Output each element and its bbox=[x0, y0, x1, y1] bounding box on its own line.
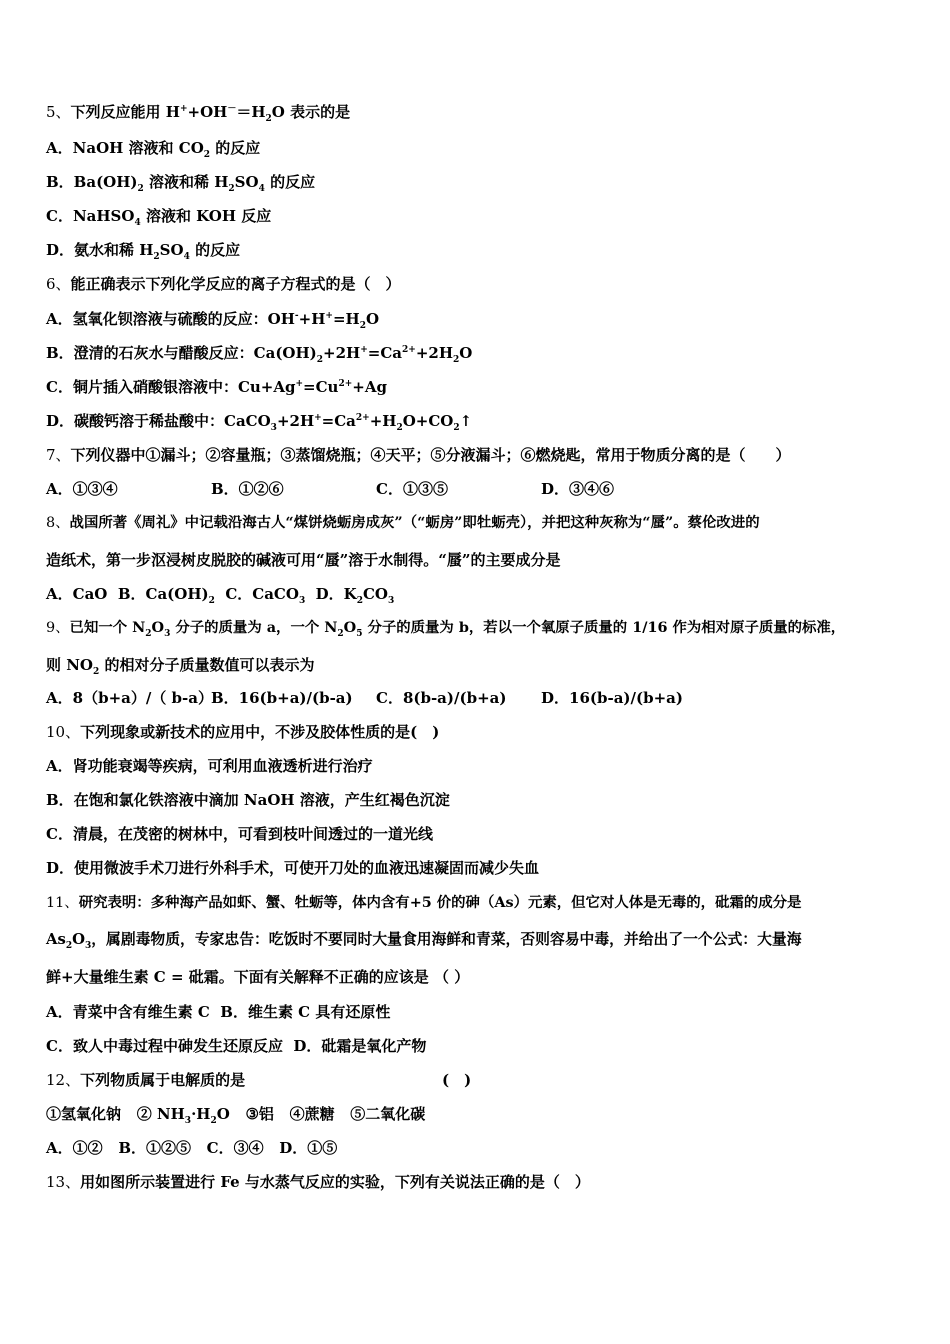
q12-answer-paren: ( ) bbox=[442, 1071, 472, 1089]
q9-stem-line1: 9、已知一个 $N_2O_3$ 分子的质量为 a，一个 $N_2O_5$ 分子的质量为 b，若以一个氧原子质量的 1/16 作为相对原子质量的标准， bbox=[46, 619, 846, 639]
q8-option-a: A．CaO bbox=[46, 585, 108, 603]
q8-stem-line2: 造纸术，第一步沤浸树皮脱胶的碱液可用“蜃”溶于水制得。“蜃”的主要成分是 bbox=[46, 551, 561, 569]
q9-option-b: B．16(b+a)/(b-a) bbox=[211, 689, 353, 707]
q10-option-a: A．肾功能衰竭等疾病，可利用血液透析进行治疗 bbox=[46, 757, 373, 775]
q7-options bbox=[46, 479, 614, 499]
q8-option-b: B．$Ca(OH)_2$ bbox=[117, 585, 215, 606]
q10-option-d: D．使用微波手术刀进行外科手术，可使开刀处的血液迅速凝固而减少失血 bbox=[46, 859, 540, 877]
q8-option-c: C．CaCO$_3$ bbox=[225, 585, 306, 606]
q12-option-c: C．③④ bbox=[206, 1139, 264, 1157]
q6-stem: 6、能正确表示下列化学反应的离子方程式的是（ ） bbox=[46, 275, 401, 293]
q9-option-d: D．16(b-a)/(b+a) bbox=[541, 689, 683, 707]
q8-options bbox=[46, 584, 394, 604]
q11-options-row1 bbox=[46, 1002, 390, 1022]
q12-options bbox=[46, 1138, 337, 1158]
q7-option-c: C．①③⑤ bbox=[376, 480, 448, 498]
q5-stem: 5、下列反应能用 $H^++OH^-=H_2O$ 表示的是 bbox=[46, 103, 351, 124]
q12-items: ①氢氧化钠 ② $NH_3\cdot H_2O$ ③铝 ④蔗糖 ⑤二氧化碳 bbox=[46, 1105, 426, 1126]
q5-option-c: C．NaHSO$_4$ 溶液和 KOH 反应 bbox=[46, 207, 272, 228]
q7-stem: 7、下列仪器中①漏斗；②容量瓶；③蒸馏烧瓶；④天平；⑤分液漏斗；⑥燃烧匙，常用于物质分离的是（ ） bbox=[46, 446, 791, 464]
q12-stem: 12、下列物质属于电解质的是 ( ) bbox=[46, 1071, 472, 1089]
q9-option-a: A．8（b+a）/（ b-a） bbox=[46, 689, 213, 707]
q7-option-b: B．①②⑥ bbox=[211, 480, 284, 498]
q10-option-c: C．清晨，在茂密的树林中，可看到枝叶间透过的一道光线 bbox=[46, 825, 433, 843]
q10-stem: 10、下列现象或新技术的应用中，不涉及胶体性质的是( ) bbox=[46, 723, 440, 741]
q12-option-d: D．①⑤ bbox=[279, 1139, 338, 1157]
q11-options-row2 bbox=[46, 1036, 426, 1056]
q12-option-a: A．①② bbox=[46, 1139, 103, 1157]
q5-option-a: A．NaOH 溶液和 $CO_2$ 的反应 bbox=[46, 139, 261, 160]
q11-stem-line1: 11、研究表明：多种海产品如虾、蟹、牡蛎等，体内含有+5 价的砷（As）元素，但它对人体是无毒的，砒霜的成分是 bbox=[46, 894, 802, 911]
q11-option-b: B．维生素 C 具有还原性 bbox=[220, 1003, 391, 1021]
q11-option-a: A．青菜中含有维生素 C bbox=[46, 1003, 210, 1021]
q8-option-d: D．$K_2CO_3$ bbox=[315, 585, 395, 606]
q7-option-d: D．③④⑥ bbox=[541, 480, 615, 498]
q6-option-d: D．碳酸钙溶于稀盐酸中：$CaCO_3+2H^+=Ca^{2+}+H_2O+CO_2↑$ bbox=[46, 412, 473, 433]
q13-stem: 13、用如图所示装置进行 Fe 与水蒸气反应的实验，下列有关说法正确的是（ ） bbox=[46, 1173, 590, 1191]
q9-option-c: C．8(b-a)/(b+a) bbox=[376, 689, 507, 707]
q11-stem-line3: 鲜+大量维生素 C = 砒霜。下面有关解释不正确的应该是 （ ） bbox=[46, 968, 470, 986]
q7-option-a: A．①③④ bbox=[46, 480, 118, 498]
q11-stem-line2: $As_2O_3$，属剧毒物质，专家忠告：吃饭时不要同时大量食用海鲜和青菜，否则容易中毒，并给出了一个公式：大量海 bbox=[46, 931, 802, 951]
q11-option-d: D．砒霜是氧化产物 bbox=[293, 1037, 427, 1055]
q6-option-c: C．铜片插入硝酸银溶液中：$Cu+Ag^+=Cu^{2+}+Ag$ bbox=[46, 378, 387, 396]
q12-option-b: B．①②⑤ bbox=[118, 1139, 191, 1157]
q8-stem-line1: 8、战国所著《周礼》中记载沿海古人“煤饼烧蛎房成灰”（“蛎房”即牡蛎壳），并把这种灰称为“蜃”。蔡伦改进的 bbox=[46, 514, 760, 531]
q10-option-b: B．在饱和氯化铁溶液中滴加 NaOH 溶液，产生红褐色沉淀 bbox=[46, 791, 450, 809]
q6-option-a: A．氢氧化钡溶液与硫酸的反应：$OH^-+H^+=H_2O$ bbox=[46, 310, 380, 331]
q5-option-b: B．$Ba(OH)_2$ 溶液和稀 $H_2SO_4$ 的反应 bbox=[46, 173, 316, 194]
q9-stem-line2: 则 $NO_2$ 的相对分子质量数值可以表示为 bbox=[46, 656, 315, 677]
q5-option-d: D．氨水和稀 $H_2SO_4$ 的反应 bbox=[46, 241, 241, 262]
q11-option-c: C．致人中毒过程中砷发生还原反应 bbox=[46, 1037, 283, 1055]
q6-option-b: B．澄清的石灰水与醋酸反应：$Ca(OH)_2+2H^+=Ca^{2+}+2H_2O$ bbox=[46, 344, 473, 365]
q9-options bbox=[46, 688, 683, 708]
